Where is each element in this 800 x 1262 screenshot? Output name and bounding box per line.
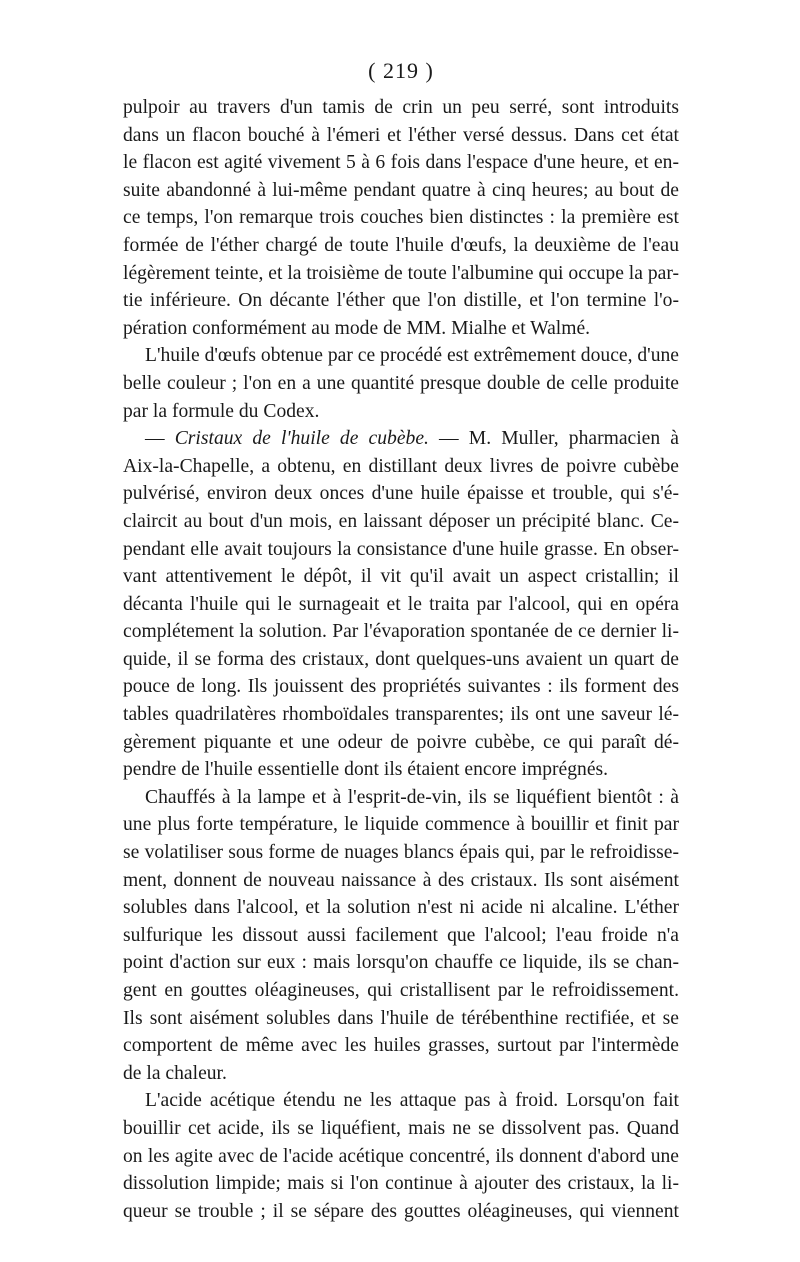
text-line: L'huile d'œufs obtenue par ce procédé est extrêmement douce, d'une	[145, 345, 679, 367]
page-body	[123, 56, 679, 1225]
text-line: une plus forte température, le liquide commence à bouillir et finit par	[123, 814, 679, 836]
text-line: gèrement piquante et une odeur de poivre cubèbe, ce qui paraît dé-	[123, 731, 679, 753]
text-line: pération conformément au mode de MM. Mialhe et Walmé.	[123, 317, 591, 339]
text-line: dissolution limpide; mais si l'on continue à ajouter des cristaux, la li-	[123, 1173, 679, 1195]
text-line: belle couleur ; l'on en a une quantité presque double de celle produite	[123, 372, 679, 394]
text-line: formée de l'éther chargé de toute l'huile d'œufs, la deuxième de l'eau	[123, 234, 679, 256]
paragraph	[123, 425, 679, 784]
text-line: de la chaleur.	[123, 1062, 227, 1084]
text-line: Ils sont aisément solubles dans l'huile de térébenthine rectifiée, et se	[123, 1007, 679, 1029]
section-title: Cristaux de l'huile de cubèbe.	[174, 428, 429, 450]
text-line: — Cristaux de l'huile de cubèbe. — M. Muller, pharmacien à	[145, 428, 679, 450]
text-line: complétement la solution. Par l'évaporation spontanée de ce dernier li-	[123, 621, 679, 643]
text-line: légèrement teinte, et la troisième de toute l'albumine qui occupe la par-	[123, 262, 679, 284]
text-line: L'acide acétique étendu ne les attaque pas à froid. Lorsqu'on fait	[145, 1090, 679, 1112]
text-line: dans un flacon bouché à l'émeri et l'éther versé dessus. Dans cet état	[123, 124, 679, 146]
text-line: comportent de même avec les huiles grasses, surtout par l'intermède	[123, 1035, 679, 1057]
paragraph	[123, 1087, 679, 1225]
text-line: pendant elle avait toujours la consistance d'une huile grasse. En obser-	[123, 538, 679, 560]
paragraph	[123, 784, 679, 1088]
text-line: tables quadrilatères rhomboïdales transparentes; ils ont une saveur lé-	[123, 704, 679, 726]
text-line: décanta l'huile qui le surnageait et le traita par l'alcool, qui en opéra	[123, 593, 679, 615]
text-line: le flacon est agité vivement 5 à 6 fois dans l'espace d'une heure, et en-	[123, 152, 679, 174]
text-line: claircit au bout d'un mois, en laissant déposer un précipité blanc. Ce-	[123, 510, 679, 532]
text-line: se volatiliser sous forme de nuages blancs épais qui, par le refroidisse-	[123, 842, 679, 864]
text-line: bouillir cet acide, ils se liquéfient, mais ne se dissolvent pas. Quand	[123, 1117, 679, 1139]
text-line: sulfurique les dissout aussi facilement que l'alcool; l'eau froide n'a	[123, 924, 679, 946]
text-line: pulvérisé, environ deux onces d'une huile épaisse et trouble, qui s'é-	[123, 483, 679, 505]
page-number: ( 219 )	[368, 58, 434, 83]
text-line: vant attentivement le dépôt, il vit qu'il avait un aspect cristallin; il	[123, 566, 679, 588]
paragraph	[123, 342, 679, 425]
text-line: pouce de long. Ils jouissent des propriétés suivantes : ils forment des	[123, 676, 679, 698]
text-body	[123, 94, 679, 1225]
text-line: point d'action sur eux : mais lorsqu'on chauffe ce liquide, ils se chan-	[123, 952, 679, 974]
text-line: pendre de l'huile essentielle dont ils étaient encore imprégnés.	[123, 759, 609, 781]
paragraph	[123, 94, 679, 342]
text-line: queur se trouble ; il se sépare des gouttes oléagineuses, qui viennent	[123, 1200, 679, 1222]
text-line: Chauffés à la lampe et à l'esprit-de-vin, ils se liquéfient bientôt : à	[145, 786, 679, 808]
text-line: ment, donnent de nouveau naissance à des cristaux. Ils sont aisément	[123, 869, 679, 891]
text-line: tie inférieure. On décante l'éther que l'on distille, et l'on termine l'o-	[123, 290, 679, 312]
text-line: ce temps, l'on remarque trois couches bien distinctes : la première est	[123, 207, 679, 229]
text-line: quide, il se forma des cristaux, dont quelques-uns avaient un quart de	[123, 648, 679, 670]
text-line: Aix-la-Chapelle, a obtenu, en distillant deux livres de poivre cubèbe	[123, 455, 679, 477]
text-line: suite abandonné à lui-même pendant quatre à cinq heures; au bout de	[123, 179, 679, 201]
text-line: on les agite avec de l'acide acétique concentré, ils donnent d'abord une	[123, 1145, 679, 1167]
text-line: par la formule du Codex.	[123, 400, 320, 422]
text-line: pulpoir au travers d'un tamis de crin un peu serré, sont introduits	[123, 97, 679, 118]
text-line: solubles dans l'alcool, et la solution n'est ni acide ni alcaline. L'éther	[123, 897, 679, 919]
text-line: gent en gouttes oléagineuses, qui cristallisent par le refroidissement.	[123, 980, 679, 1001]
